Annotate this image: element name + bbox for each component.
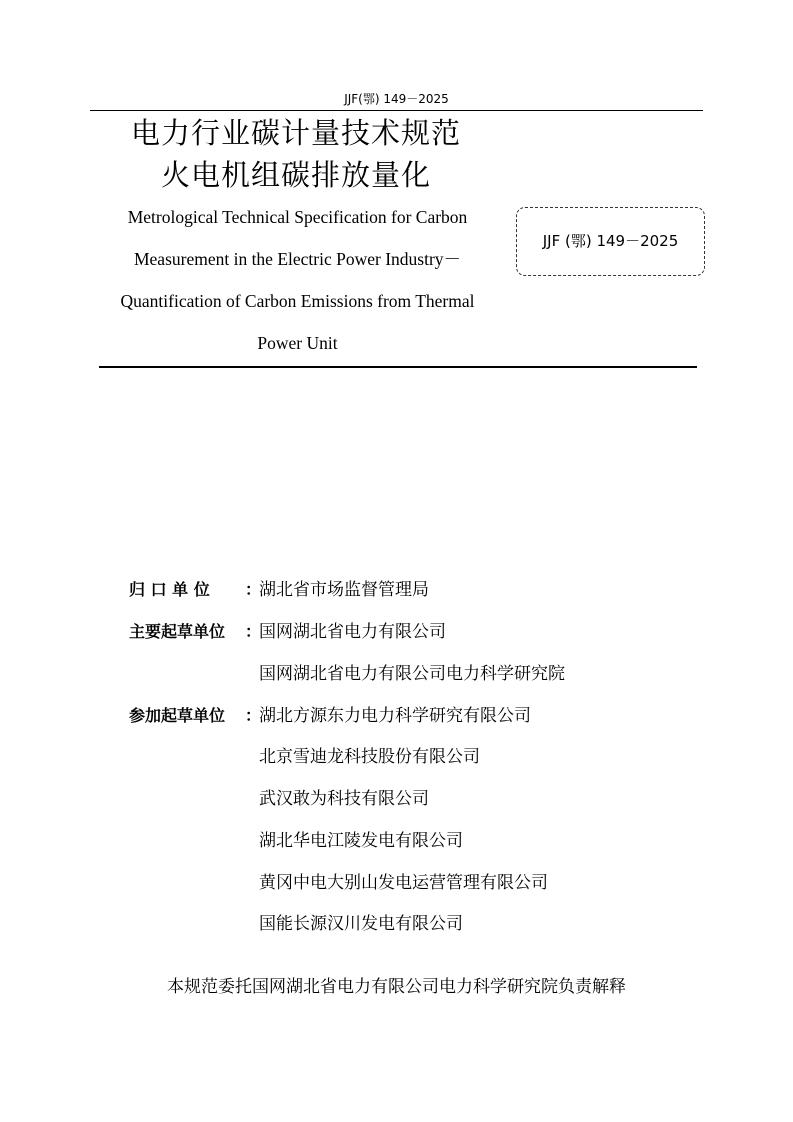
main-drafting-unit-label: 主要起草单位 — [129, 622, 226, 641]
interpretation-note: 本规范委托国网湖北省电力有限公司电力科学研究院负责解释 — [167, 977, 626, 997]
participating-unit-row — [0, 909, 793, 939]
title-english-line-3: Quantification of Carbon Emissions from Thermal — [120, 291, 475, 311]
header-divider — [90, 110, 703, 111]
header-standard-code: JJF(鄂) 149－2025 — [344, 92, 449, 106]
participating-unit-row — [0, 868, 793, 898]
participating-unit-row — [0, 826, 793, 856]
responsible-unit-label: 归 口 单 位 — [129, 580, 210, 599]
title-english-line-4: Power Unit — [257, 333, 338, 353]
title-chinese-line-1: 电力行业碳计量技术规范 — [130, 116, 461, 150]
main-drafting-unit-row — [0, 617, 793, 647]
title-english-line-1: Metrological Technical Specification for Carbon — [127, 207, 468, 227]
responsible-unit-value: 湖北省市场监督管理局 — [259, 580, 429, 600]
participating-unit-row — [0, 784, 793, 814]
title-divider — [99, 366, 697, 368]
participating-unit-label: 参加起草单位 — [129, 706, 226, 725]
title-chinese-line-2: 火电机组碳排放量化 — [160, 158, 431, 192]
main-drafting-unit-row — [0, 659, 793, 689]
title-english — [100, 196, 495, 364]
main-drafting-unit-value: 国网湖北省电力有限公司电力科学研究院 — [259, 664, 565, 684]
participating-unit-colon: ： — [245, 706, 262, 725]
participating-unit-value: 北京雪迪龙科技股份有限公司 — [259, 747, 480, 767]
responsible-unit-colon: ： — [245, 580, 262, 599]
title-english-line-2: Measurement in the Electric Power Industry－ — [133, 249, 462, 269]
participating-unit-value: 武汉敢为科技有限公司 — [259, 789, 429, 809]
standard-code-box — [516, 207, 705, 276]
participating-unit-row — [0, 742, 793, 772]
participating-unit-value: 黄冈中电大别山发电运营管理有限公司 — [259, 873, 548, 893]
participating-unit-row — [0, 701, 793, 731]
participating-unit-value: 湖北华电江陵发电有限公司 — [259, 831, 463, 851]
responsible-unit-row — [0, 575, 793, 605]
standard-code-box-text: JJF (鄂) 149－2025 — [542, 232, 679, 250]
participating-unit-value: 国能长源汉川发电有限公司 — [259, 914, 463, 934]
main-drafting-unit-value: 国网湖北省电力有限公司 — [259, 622, 446, 642]
participating-unit-value: 湖北方源东力电力科学研究有限公司 — [259, 706, 531, 726]
main-drafting-unit-colon: ： — [245, 622, 262, 641]
